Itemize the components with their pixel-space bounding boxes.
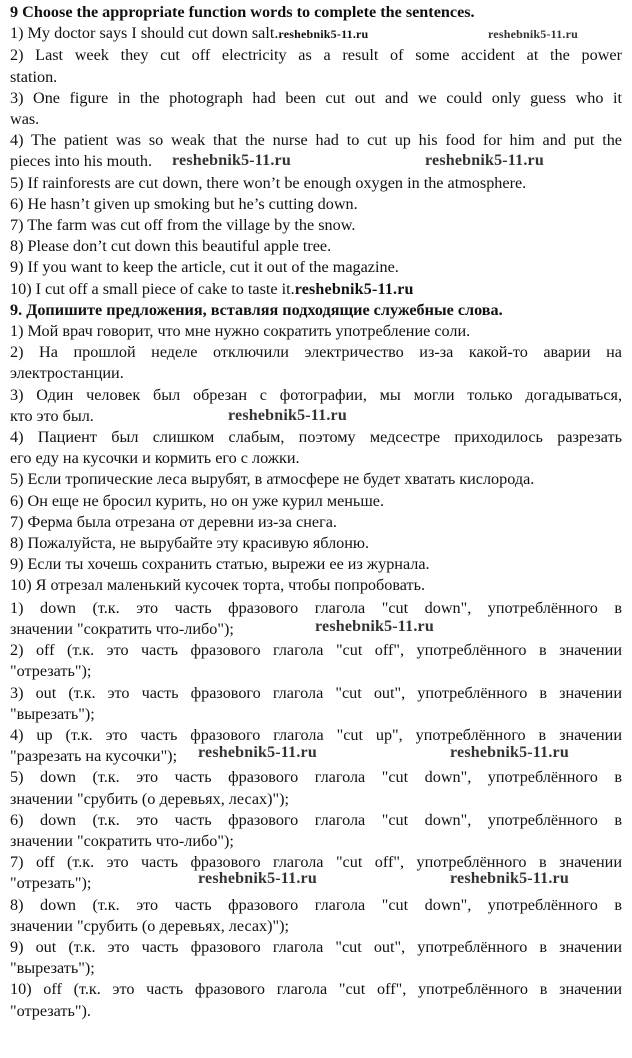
russian-line-5: кто это был. (10, 406, 94, 425)
watermark-inline: reshebnik5-11.ru (294, 280, 414, 298)
english-line-7: pieces into his mouth. (10, 152, 153, 171)
watermark: reshebnik5-11.ru (425, 152, 544, 169)
english-line-9: 6) He hasn’t given up smoking but he’s cutting down. (10, 194, 358, 213)
russian-heading: 9. Допишите предложения, вставляя подходящие служебные слова. (10, 300, 503, 319)
answer-line-7: 4) up (т.к. это часть фразового глагола "cut up", употреблённого в значении (10, 725, 622, 744)
russian-line-3: электростанции. (10, 364, 124, 383)
watermark: reshebnik5-11.ru (450, 744, 569, 761)
russian-line-7: его еду на кусочки и кормить его с ложки. (10, 449, 300, 468)
answer-line-11: 6) down (т.к. это часть фразового глагола "cut down", употреблённого в (10, 810, 622, 829)
russian-line-4: 3) Один человек был обрезан с фотографии, мы могли только догадываться, (10, 385, 622, 404)
answer-line-3: 2) off (т.к. это часть фразового глагола "cut off", употреблённого в значении (10, 641, 622, 660)
english-line-11: 8) Please don’t cut down this beautiful apple tree. (10, 237, 332, 256)
russian-line-9: 6) Он еще не бросил курить, но он уже курил меньше. (10, 491, 385, 510)
english-line-4: 3) One figure in the photograph had been cut out and we could only guess who it (10, 88, 622, 107)
english-line-13: 10) I cut off a small piece of cake to taste it.reshebnik5-11.ru (10, 279, 414, 298)
english-line-5: was. (10, 110, 40, 129)
english-line-1: 1) My doctor says I should cut down salt.reshebnik5-11.ru (10, 24, 369, 43)
answer-line-12: значении "сократить что-либо"); (10, 831, 234, 850)
answer-line-1: 1) down (т.к. это часть фразового глагола "cut down", употреблённого в (10, 598, 622, 617)
answer-line-15: 8) down (т.к. это часть фразового глагола "cut down", употреблённого в (10, 895, 622, 914)
answer-line-10: значении "срубить (о деревьях, лесах)"); (10, 789, 290, 808)
watermark-inline: reshebnik5-11.ru (278, 27, 369, 42)
english-line-6: 4) The patient was so weak that the nurse had to cut up his food for him and put the (10, 131, 622, 150)
russian-line-2: 2) На прошлой неделе отключили электричество из-за какой-то аварии на (10, 343, 622, 362)
answer-line-9: 5) down (т.к. это часть фразового глагола "cut down", употреблённого в (10, 768, 622, 787)
answer-line-18: "вырезать"); (10, 959, 95, 978)
answer-line-20: "отрезать"). (10, 1001, 91, 1020)
russian-line-11: 8) Пожалуйста, не вырубайте эту красивую яблоню. (10, 534, 370, 553)
answer-line-19: 10) off (т.к. это часть фразового глагола "cut off", употреблённого в значении (10, 980, 622, 999)
russian-line-13: 10) Я отрезал маленький кусочек торта, чтобы попробовать. (10, 576, 426, 595)
watermark: reshebnik5-11.ru (228, 407, 347, 424)
english-line-10: 7) The farm was cut off from the village by the snow. (10, 216, 356, 235)
english-line-2: 2) Last week they cut off electricity as a result of some accident at the power (10, 46, 622, 65)
watermark: reshebnik5-11.ru (172, 152, 291, 169)
watermark: reshebnik5-11.ru (488, 27, 578, 41)
answer-line-4: "отрезать"); (10, 662, 92, 681)
russian-line-8: 5) Если тропические леса вырубят, в атмосфере не будет хватать кислорода. (10, 470, 535, 489)
russian-line-6: 4) Пациент был слишком слабым, поэтому медсестре приходилось разрезать (10, 428, 622, 447)
answer-line-2: значении "сократить что-либо"); (10, 619, 234, 638)
answer-line-5: 3) out (т.к. это часть фразового глагола "cut out", употреблённого в значении (10, 683, 622, 702)
answer-line-8: "разрезать на кусочки"); (10, 747, 178, 766)
english-line-3: station. (10, 67, 58, 86)
watermark: reshebnik5-11.ru (198, 744, 317, 761)
russian-line-10: 7) Ферма была отрезана от деревни из-за снега. (10, 512, 337, 531)
watermark: reshebnik5-11.ru (450, 870, 569, 887)
russian-line-1: 1) Мой врач говорит, что мне нужно сократить употребление соли. (10, 322, 471, 341)
russian-line-12: 9) Если ты хочешь сохранить статью, вырежи ее из журнала. (10, 555, 430, 574)
watermark: reshebnik5-11.ru (315, 618, 434, 635)
answer-line-6: "вырезать"); (10, 704, 95, 723)
answer-line-13: 7) off (т.к. это часть фразового глагола "cut off", употреблённого в значении (10, 853, 622, 872)
answer-line-16: значении "срубить (о деревьях, лесах)"); (10, 916, 290, 935)
english-line-12: 9) If you want to keep the article, cut it out of the magazine. (10, 258, 399, 277)
english-line-8: 5) If rainforests are cut down, there won’t be enough oxygen in the atmosphere. (10, 173, 527, 192)
watermark: reshebnik5-11.ru (198, 870, 317, 887)
answer-line-14: "отрезать"); (10, 874, 92, 893)
answer-line-17: 9) out (т.к. это часть фразового глагола "cut out", употреблённого в значении (10, 937, 622, 956)
english-heading: 9 Choose the appropriate function words to complete the sentences. (10, 3, 475, 21)
